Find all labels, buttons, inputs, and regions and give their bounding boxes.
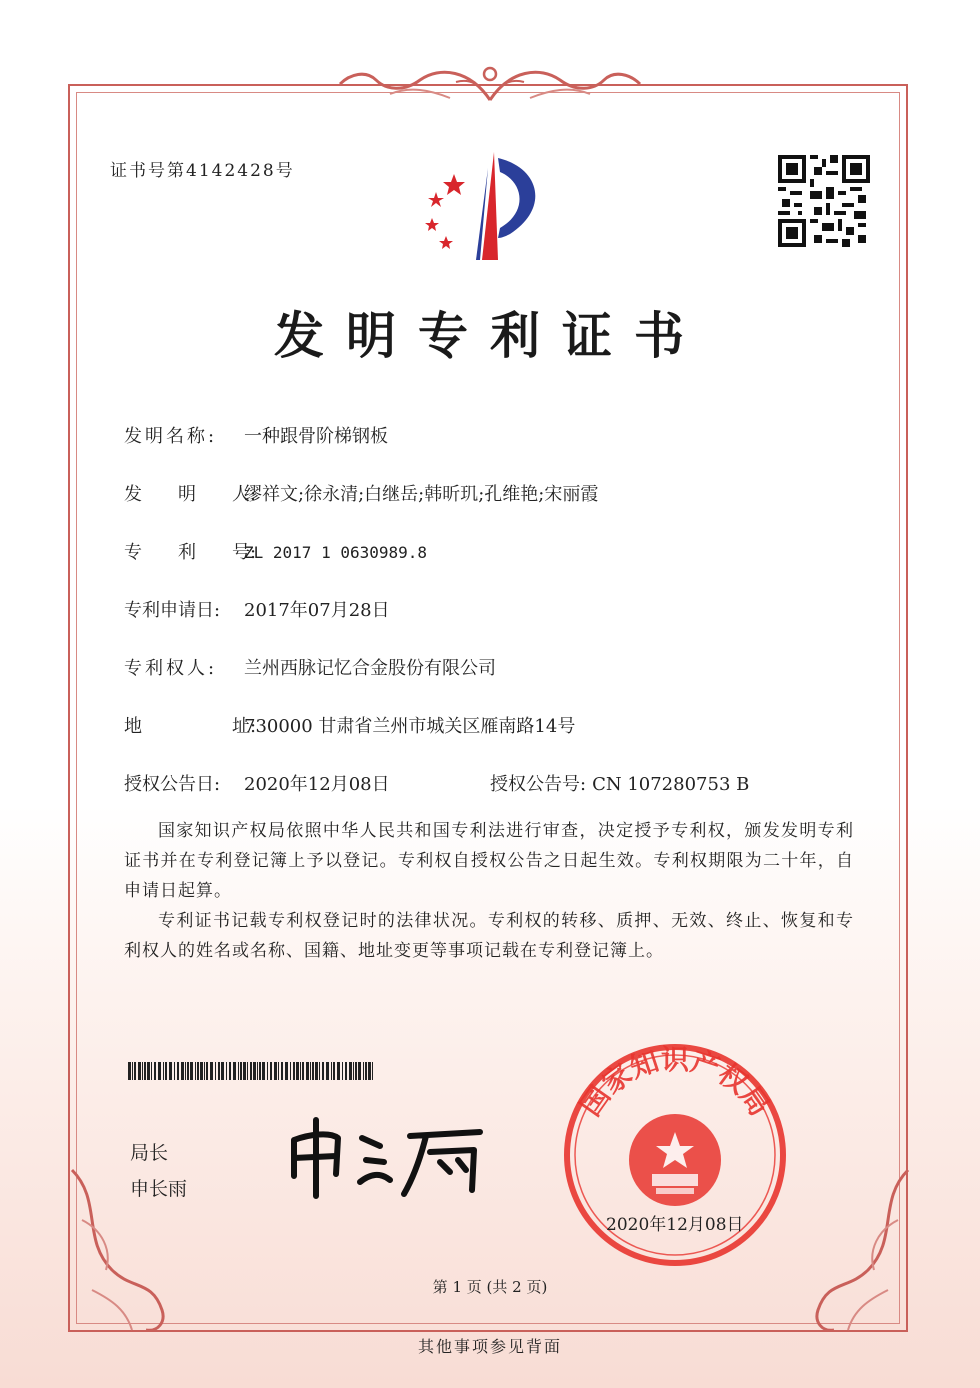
inventors-value: 缪祥文;徐永清;白继岳;韩昕玑;孔维艳;宋丽霞 — [244, 484, 599, 505]
invention-name-value: 一种跟骨阶梯钢板 — [244, 426, 388, 447]
grant-date-row — [124, 770, 390, 796]
address-value: 730000 甘肃省兰州市城关区雁南路14号 — [244, 716, 576, 737]
certificate-number: 证书号第4142428号 — [110, 161, 295, 181]
grant-date-value: 2020年12月08日 — [244, 774, 390, 795]
patentee-value: 兰州西脉记忆合金股份有限公司 — [244, 658, 496, 679]
svg-text:国家知识产权局 — [574, 1043, 776, 1122]
statement-paragraph-1: 国家知识产权局依照中华人民共和国专利法进行审查，决定授予专利权，颁发发明专利证书并在专利登记簿上予以登记。专利权自授权公告之日起生效。专利权期限为二十年，自申请日起算。 — [124, 821, 854, 901]
patent-number-value: ZL 2017 1 0630989.8 — [244, 543, 428, 562]
top-ornament — [330, 60, 650, 106]
application-date-value: 2017年07月28日 — [244, 600, 390, 621]
patent-number-row — [124, 538, 427, 564]
director-name: 申长雨 — [130, 1178, 188, 1200]
invention-name-label: 发明名称: — [124, 426, 218, 447]
patentee-row — [124, 654, 496, 680]
grant-number-row — [490, 770, 749, 796]
grant-date-label: 授权公告日: — [124, 774, 221, 795]
application-date-row — [124, 596, 390, 622]
seal-ring-text: 国家知识产权局 — [573, 1043, 777, 1122]
application-date-label: 专利申请日: — [124, 600, 221, 621]
grant-number-value: CN 107280753 B — [592, 774, 750, 795]
statement-paragraph-2: 专利证书记载专利权登记时的法律状况。专利权的转移、质押、无效、终止、恢复和专利权人的姓名或名称、国籍、地址变更等事项记载在专利登记簿上。 — [124, 911, 854, 961]
patentee-label: 专利权人: — [124, 658, 218, 679]
page-number: 第 1 页 (共 2 页) — [432, 1278, 548, 1296]
address-row — [124, 712, 575, 738]
grant-number-label: 授权公告号: — [490, 774, 587, 795]
certificate-title: 发明专利证书 — [274, 306, 706, 365]
inventors-label: 发 明 人: — [124, 484, 257, 505]
director-signature — [280, 1110, 490, 1200]
seal-date: 2020年12月08日 — [606, 1215, 744, 1235]
official-seal — [560, 1040, 790, 1270]
address-label: 地 址: — [124, 716, 257, 737]
barcode — [128, 1062, 376, 1080]
qr-code — [778, 155, 870, 247]
invention-name-row — [124, 422, 388, 448]
patent-number-label: 专 利 号: — [124, 542, 257, 563]
patent-office-emblem — [410, 148, 560, 268]
inventors-row — [124, 480, 598, 506]
footer-note: 其他事项参见背面 — [417, 1337, 562, 1356]
bottom-right-ornament — [798, 1160, 918, 1340]
director-title: 局长 — [130, 1142, 169, 1164]
